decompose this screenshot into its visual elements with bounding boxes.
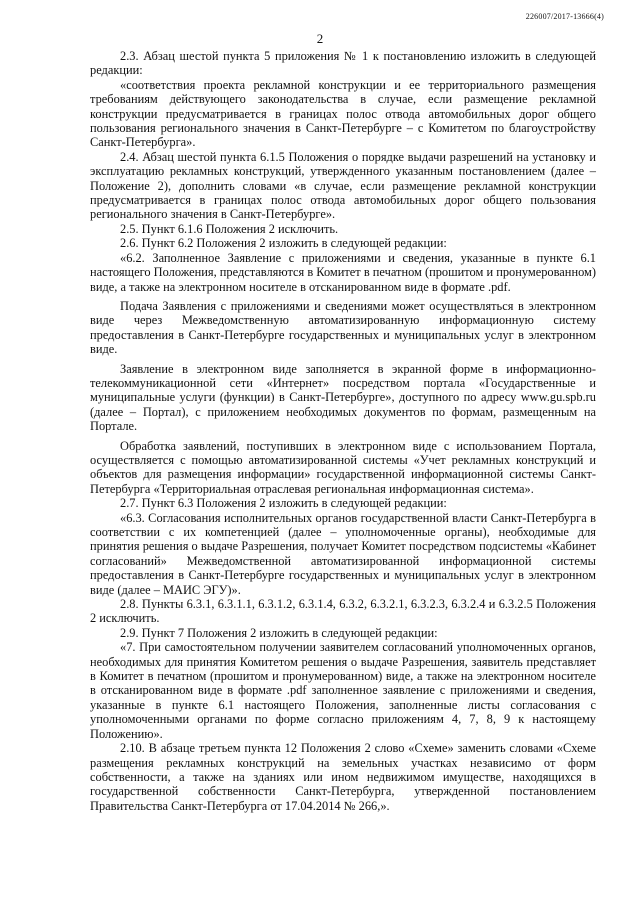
quoted-text-7: «7. При самостоятельном получении заявителем согласований уполномоченных органов, необходимых для принятия Комитетом решения о выдаче Разрешения, заявитель представляет в Комитет в печатном (прошитом и пронумерованном) виде, а также на электронном носителе в отсканированном виде в формате .pdf заполненное заявление с приложениями и сведения, указанные в пункте 6.1 настоящего Положения, заполненные листы согласования с уполномоченными органами по форме согласно приложениям 4, 7, 8, 9 к настоящему Положению». [90,640,596,741]
document-reference-number: 226007/2017-13666(4) [525,12,604,21]
paragraph-2-6: 2.6. Пункт 6.2 Положения 2 изложить в следующей редакции: [120,236,447,251]
quoted-text-6-3: «6.3. Согласования исполнительных органов государственной власти Санкт-Петербурга в соответствии с их компетенцией (далее – уполномоченные органы), необходимые для принятия решения о выдаче Разрешения, получает Комитет посредством подсистемы «Кабинет согласований» Межведомственной автоматизированной информационной системы предоставления в Санкт-Петербурге государственных и муниципальных услуг в электронном виде (далее – МАИС ЭГУ)». [90,510,596,597]
paragraph-2-10: 2.10. В абзаце третьем пункта 12 Положения 2 слово «Схеме» заменить словами «Схеме размещения рекламных конструкций на земельных участках независимо от форм собственности, а также на зданиях или ином недвижимом имуществе, находящихся в государственной собственности Санкт-Петербурга, утвержденной постановлением Правительства Санкт-Петербурга от 17.04.2014 № 266,». [90,741,596,813]
paragraph-2-5: 2.5. Пункт 6.1.6 Положения 2 исключить. [120,221,339,236]
page-number: 2 [316,31,324,46]
paragraph-2-4: 2.4. Абзац шестой пункта 6.1.5 Положения о порядке выдачи разрешений на установку и эксплуатацию рекламных конструкций, утвержденного указанным постановлением (далее – Положение 2), дополнить словами «в случае, если размещение рекламной конструкции предусматривается в границах полос отвода автомобильных дорог общего пользования регионального значения в Санкт-Петербурге». [90,149,596,222]
quoted-text-6-2-electronic: Заявление в электронном виде заполняется в экранной форме в информационно-телекоммуникационной сети «Интернет» посредством портала «Государственные и муниципальные услуги (функции) в Санкт-Петербурге», доступного по адресу www.gu.spb.ru (далее – Портал), с приложением необходимых документов по формам, размещенным на Портале. [90,361,596,434]
quoted-text-6-2: «6.2. Заполненное Заявление с приложениями и сведения, указанные в пункте 6.1 настоящего Положения, представляются в Комитет в печатном (прошитом и пронумерованном) виде, а также на электронном носителе в отсканированном виде в формате .pdf. [90,250,596,294]
paragraph-2-9: 2.9. Пункт 7 Положения 2 изложить в следующей редакции: [120,625,438,640]
paragraph-2-8: 2.8. Пункты 6.3.1, 6.3.1.1, 6.3.1.2, 6.3.1.4, 6.3.2, 6.3.2.1, 6.3.2.3, 6.3.2.4 и 6.3.2.5 Положения 2 исключить. [90,597,596,626]
paragraph-2-3: 2.3. Абзац шестой пункта 5 приложения № 1 к постановлению изложить в следующей редакции: [90,49,596,78]
quoted-text-2-3: «соответствия проекта рекламной конструкции и ее территориального размещения требованиям действующего законодательства в случае, если размещение рекламной конструкции предусматривается в границах полос отвода автомобильных дорог общего пользования регионального значения в Санкт-Петербурге – с Комитетом по благоустройству Санкт-Петербурга». [90,77,596,150]
paragraph-2-7: 2.7. Пункт 6.3 Положения 2 изложить в следующей редакции: [120,496,447,511]
quoted-text-6-2-processing: Обработка заявлений, поступивших в электронном виде с использованием Портала, осуществляется с помощью автоматизированной системы «Учет рекламных конструкций и объектов для размещения информации» государственной информационной системы Санкт-Петербурга «Территориальная отраслевая региональная информационная система». [90,438,596,496]
quoted-text-6-2-submission: Подача Заявления с приложениями и сведениями может осуществляться в электронном виде через Межведомственную автоматизированную информационную систему предоставления в Санкт-Петербурге государственных и муниципальных услуг в электронном виде. [90,298,596,357]
document-body [90,49,596,813]
